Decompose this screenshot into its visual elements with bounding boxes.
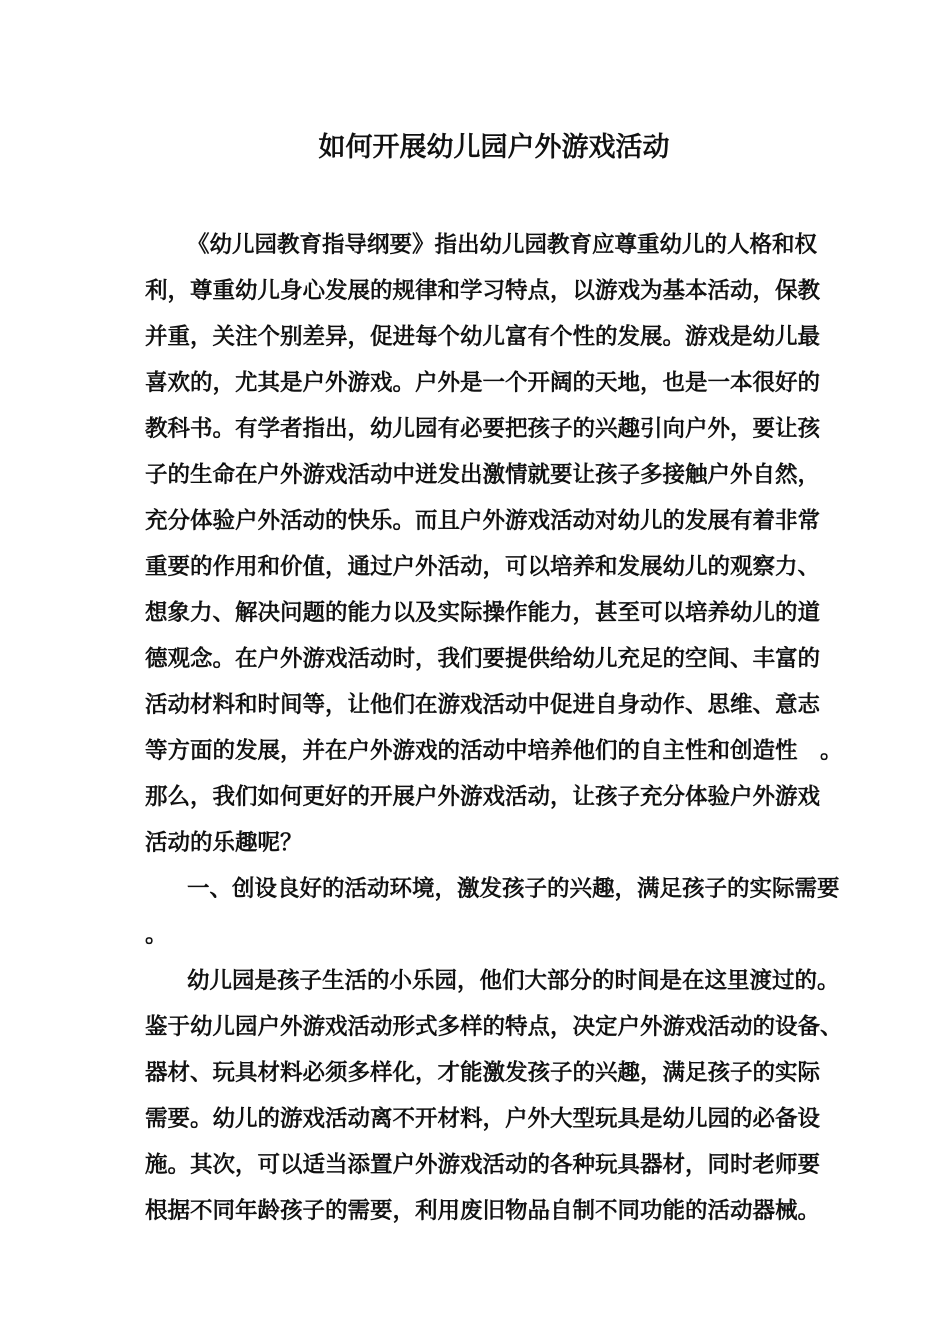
document-body bbox=[145, 222, 843, 1234]
section-heading-line: 一、创设良好的活动环境，激发孩子的兴趣，满足孩子的实际需要 bbox=[187, 876, 840, 902]
text-line: 幼儿园是孩子生活的小乐园，他们大部分的时间是在这里渡过的。 bbox=[187, 968, 840, 994]
text-line: 教科书。有学者指出，幼儿园有必要把孩子的兴趣引向户外，要让孩 bbox=[145, 416, 821, 442]
text-line: 子的生命在户外游戏活动中迸发出激情就要让孩子多接触户外自然， bbox=[145, 462, 821, 488]
text-line: 等方面的发展，并在户外游戏的活动中培养他们的自主性和创造性 。 bbox=[145, 738, 843, 764]
text-line: 充分体验户外活动的快乐。而且户外游戏活动对幼儿的发展有着非常 bbox=[145, 508, 821, 534]
text-line: 器材、玩具材料必须多样化，才能激发孩子的兴趣，满足孩子的实际 bbox=[145, 1060, 821, 1086]
text-line: 鉴于幼儿园户外游戏活动形式多样的特点，决定户外游戏活动的设备、 bbox=[145, 1014, 843, 1040]
text-line: 活动的乐趣呢？ bbox=[145, 830, 303, 856]
text-line: 那么，我们如何更好的开展户外游戏活动，让孩子充分体验户外游戏 bbox=[145, 784, 821, 810]
text-line: 需要。幼儿的游戏活动离不开材料，户外大型玩具是幼儿园的必备设 bbox=[145, 1106, 821, 1132]
text-line: 重要的作用和价值，通过户外活动，可以培养和发展幼儿的观察力、 bbox=[145, 554, 821, 580]
text-line: 利，尊重幼儿身心发展的规律和学习特点，以游戏为基本活动，保教 bbox=[145, 278, 821, 304]
text-line: 《幼儿园教育指导纲要》指出幼儿园教育应尊重幼儿的人格和权 bbox=[187, 232, 818, 258]
text-line: 德观念。在户外游戏活动时，我们要提供给幼儿充足的空间、丰富的 bbox=[145, 646, 821, 672]
text-line: 并重，关注个别差异，促进每个幼儿富有个性的发展。游戏是幼儿最 bbox=[145, 324, 821, 350]
text-line: 。 bbox=[145, 922, 168, 948]
text-line: 活动材料和时间等，让他们在游戏活动中促进自身动作、思维、意志 bbox=[145, 692, 821, 718]
text-line: 想象力、解决问题的能力以及实际操作能力，甚至可以培养幼儿的道 bbox=[145, 600, 821, 626]
text-line: 根据不同年龄孩子的需要，利用废旧物品自制不同功能的活动器械。 bbox=[145, 1198, 821, 1224]
text-line: 施。其次，可以适当添置户外游戏活动的各种玩具器材，同时老师要 bbox=[145, 1152, 821, 1178]
text-line: 喜欢的，尤其是户外游戏。户外是一个开阔的天地，也是一本很好的 bbox=[145, 370, 821, 396]
document-title: 如何开展幼儿园户外游戏活动 bbox=[318, 132, 670, 163]
